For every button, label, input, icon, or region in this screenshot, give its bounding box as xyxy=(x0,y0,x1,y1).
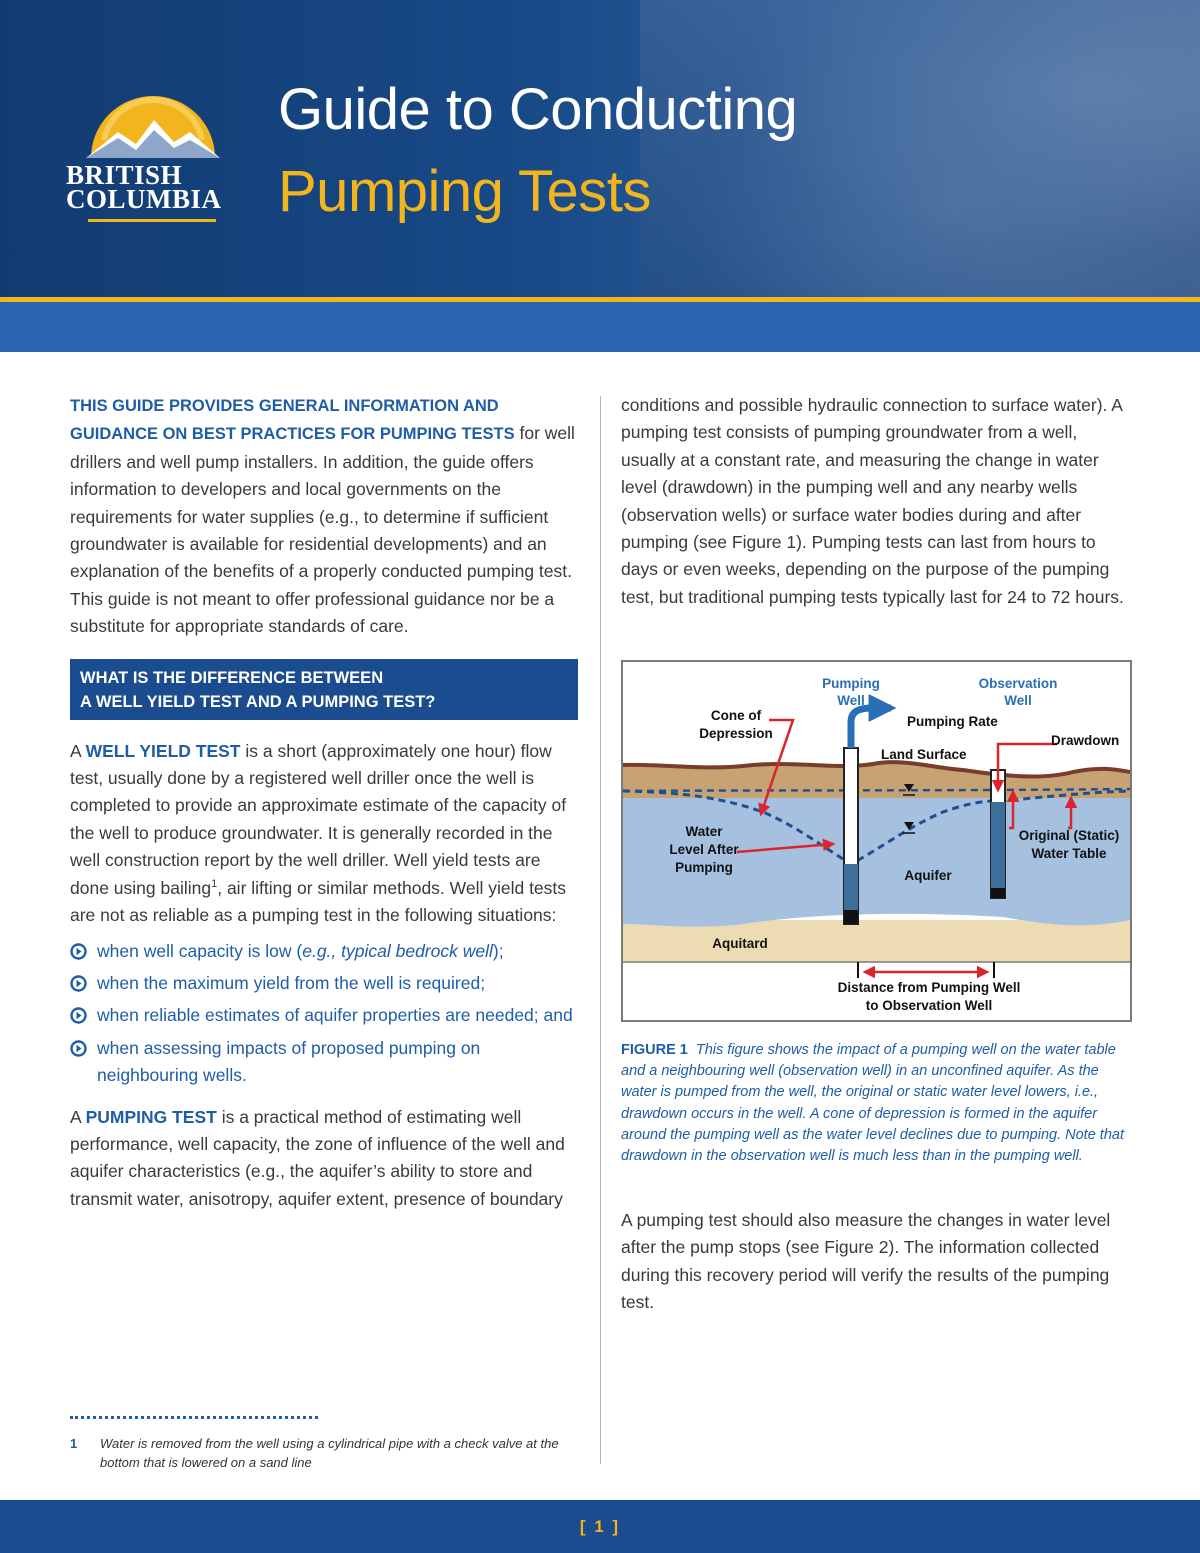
section-heading-line-2: A WELL YIELD TEST AND A PUMPING TEST? xyxy=(80,692,436,711)
footnote-ref[interactable]: 1 xyxy=(211,877,218,890)
right-paragraph-1: conditions and possible hydraulic connection to surface water). A pumping test consists of pumping groundwater from a well, usually at a constant rate, and measuring the change in water level (drawdown) in the pumping well and any nearby wells (observation wells) or surface water bodies during and after pumping (see Figure 1). Pumping tests can last from hours to days or even weeks, depending on the purpose of the pumping test, but traditional pumping tests typically last for 24 to 72 hours. xyxy=(621,395,1124,607)
pumping-well-water xyxy=(844,864,858,914)
figure-1-caption xyxy=(621,1040,1131,1167)
well-yield-prefix: A xyxy=(70,740,86,761)
footnote-rule xyxy=(70,1416,318,1419)
figure-1-diagram xyxy=(621,660,1132,1022)
well-yield-text-b: , air lifting or similar methods. Well yield tests are not as reliable as a pumping test in the following situations: xyxy=(70,877,567,926)
logo-text xyxy=(66,160,241,214)
label-pumping-well-2: Well xyxy=(837,693,865,708)
list-item xyxy=(70,970,582,997)
section-heading-box xyxy=(70,659,578,720)
observation-well-water xyxy=(991,802,1005,890)
bullet-1-text-b: ); xyxy=(492,940,504,961)
label-cone-2: Depression xyxy=(699,726,773,741)
label-cone-1: Cone of xyxy=(710,708,762,723)
footnote-number: 1 xyxy=(70,1436,78,1451)
label-land-surface: Land Surface xyxy=(881,747,967,762)
header-blue-band xyxy=(0,302,1200,352)
footnote-text: Water is removed from the well using a cylindrical pipe with a check valve at the bottom that is lowered on a sand line xyxy=(100,1436,559,1470)
column-divider xyxy=(600,396,601,1464)
label-original-2: Water Table xyxy=(1031,846,1107,861)
label-aquifer: Aquifer xyxy=(904,868,952,883)
left-column xyxy=(70,392,582,1213)
pumping-test-prefix: A xyxy=(70,1106,86,1127)
intro-paragraph xyxy=(70,392,582,641)
arrow-bullet-icon xyxy=(70,1007,87,1024)
pumping-test-keyword: PUMPING TEST xyxy=(85,1106,217,1127)
right-column xyxy=(621,392,1131,611)
pumping-test-text: is a practical method of estimating well performance, well capacity, the zone of influence of the well and aquifer characteristics (e.g., the aquifer’s ability to store and transmit water, anisotropy, aquifer extent, presence of boundary xyxy=(70,1106,565,1209)
arrow-bullet-icon xyxy=(70,975,87,992)
well-yield-paragraph xyxy=(70,738,582,930)
right-paragraph-2: A pumping test should also measure the changes in water level after the pump stops (see Figure 2). The information collected during this recovery period will verify the results of the pumping test. xyxy=(621,1210,1111,1313)
well-yield-keyword: WELL YIELD TEST xyxy=(85,740,241,761)
intro-lead: THIS GUIDE PROVIDES GENERAL INFORMATION AND GUIDANCE ON BEST PRACTICES FOR PUMPING TESTS xyxy=(70,397,515,444)
bullet-4-text: when assessing impacts of proposed pumping on neighbouring wells. xyxy=(97,1037,481,1086)
logo-underline xyxy=(88,219,216,222)
intro-text: for well drillers and well pump installers. In addition, the guide offers information to developers and local governments on the requirements for water supplies (e.g., to determine if sufficient groundwater is available for residential developments) and an explanation of the benefits of a properly conducted pumping test. This guide is not meant to offer professional guidance nor be a substitute for appropriate standards of care. xyxy=(70,423,575,637)
arrow-bullet-icon xyxy=(70,1040,87,1057)
pumping-rate-arrow xyxy=(851,708,891,748)
label-distance-2: to Observation Well xyxy=(865,998,993,1013)
bullet-2-text: when the maximum yield from the well is required; xyxy=(97,972,486,993)
label-aquitard: Aquitard xyxy=(712,936,768,951)
label-observation-well-2: Well xyxy=(1004,693,1032,708)
footnote xyxy=(70,1434,570,1472)
label-water-level-1: Water xyxy=(685,824,723,839)
label-drawdown: Drawdown xyxy=(1051,733,1120,748)
caption-text: This figure shows the impact of a pumping well on the water table and a neighbouring well (observation well) in an unconfined aquifer. As the water is pumped from the well, the original or static water level lowers, i.e., drawdown occurs in the well. A cone of depression is formed in the aquifer around the pumping well as the water level declines due to pumping. Note that drawdown in the observation well is much less than in the pumping well. xyxy=(621,1042,1124,1165)
situations-list xyxy=(70,938,582,1090)
section-heading-line-1: WHAT IS THE DIFFERENCE BETWEEN xyxy=(80,668,384,687)
bullet-1-italic: e.g., typical bedrock well xyxy=(302,940,493,961)
label-distance-1: Distance from Pumping Well xyxy=(837,980,1021,995)
page-number: [ 1 ] xyxy=(579,1517,621,1536)
list-item xyxy=(70,1002,582,1029)
observation-well-screen xyxy=(991,888,1005,898)
pumping-test-paragraph xyxy=(70,1104,582,1214)
header-photo xyxy=(640,0,1200,297)
bullet-3-text: when reliable estimates of aquifer properties are needed; and xyxy=(97,1005,573,1026)
figure-1-svg xyxy=(623,662,1130,1020)
bullet-1-text-a: when well capacity is low ( xyxy=(97,940,303,961)
label-original-1: Original (Static) xyxy=(1018,828,1120,843)
pumping-well-screen xyxy=(844,910,858,924)
title-line-2: Pumping Tests xyxy=(278,159,651,224)
label-observation-well-1: Observation xyxy=(978,676,1058,691)
label-pumping-rate: Pumping Rate xyxy=(907,714,998,729)
label-water-level-2: Level After xyxy=(669,842,739,857)
label-pumping-well-1: Pumping xyxy=(822,676,880,691)
caption-label: FIGURE 1 xyxy=(621,1042,688,1058)
list-item xyxy=(70,1035,582,1090)
title-line-1: Guide to Conducting xyxy=(278,77,798,142)
logo-line-1: BRITISH xyxy=(66,160,183,190)
label-water-level-3: Pumping xyxy=(675,860,733,875)
list-item xyxy=(70,938,582,965)
well-yield-text-a: is a short (approximately one hour) flow test, usually done by a registered well driller once the well is completed to provide an approximate estimate of the capacity of the well to produce groundwater. It is generally recorded in the well construction report by the well driller. Well yield tests are done using bailing xyxy=(70,740,567,898)
logo-line-2: COLUMBIA xyxy=(66,184,222,214)
arrow-bullet-icon xyxy=(70,943,87,960)
